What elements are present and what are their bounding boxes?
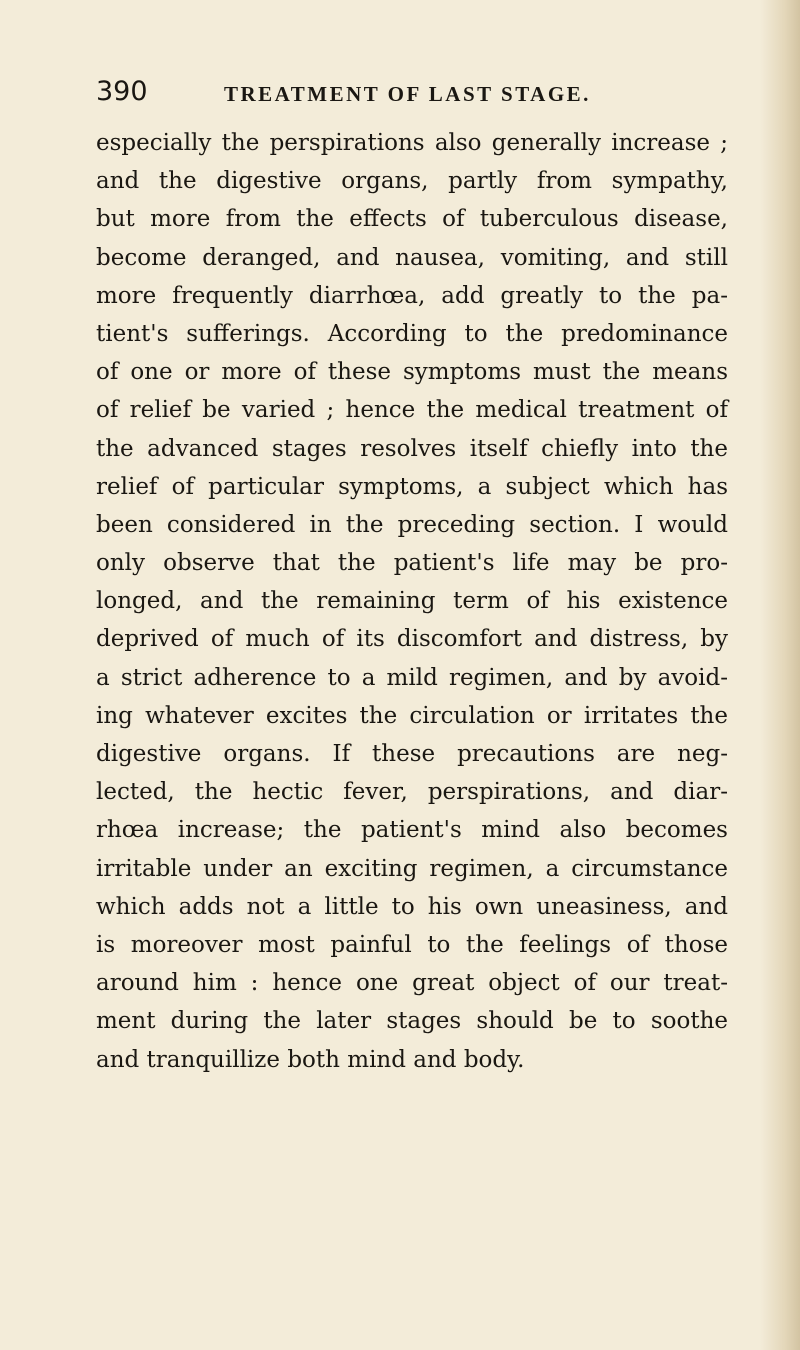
text-line: lected, the hectic fever, perspirations, and diar- xyxy=(96,779,728,806)
text-line: of relief be varied ; hence the medical treatment of xyxy=(96,397,728,424)
text-line: become deranged, and nausea, vomiting, and still xyxy=(96,244,728,271)
text-line: and tranquillize both mind and body. xyxy=(96,1046,525,1073)
text-line: which adds not a little to his own uneasiness, and xyxy=(96,893,728,920)
text-line: ing whatever excites the circulation or irritates the xyxy=(96,702,728,729)
text-line: the advanced stages resolves itself chiefly into the xyxy=(96,435,728,462)
text-line: relief of particular symptoms, a subject which has xyxy=(96,473,728,500)
text-line: of one or more of these symptoms must the means xyxy=(96,359,728,386)
text-line: tient's sufferings. According to the predominance xyxy=(96,320,728,347)
text-line: rhœa increase; the patient's mind also becomes xyxy=(96,817,728,844)
text-line: is moreover most painful to the feelings of those xyxy=(96,931,728,958)
page-header xyxy=(96,76,736,116)
text-line: around him : hence one great object of our treat- xyxy=(96,970,728,997)
text-line: and the digestive organs, partly from sympathy, xyxy=(96,168,728,195)
text-line: deprived of much of its discomfort and distress, by xyxy=(96,626,728,653)
text-line: digestive organs. If these precautions are neg- xyxy=(96,741,728,767)
text-line: more frequently diarrhœa, add greatly to the pa- xyxy=(96,282,728,309)
running-head: TREATMENT OF LAST STAGE. xyxy=(224,82,591,106)
text-line: a strict adherence to a mild regimen, and by avoid- xyxy=(96,664,728,691)
text-line: been considered in the preceding section. I would xyxy=(96,511,728,538)
text-line: ment during the later stages should be to soothe xyxy=(96,1008,728,1035)
text-line: only observe that the patient's life may be pro- xyxy=(96,550,728,577)
page-number: 390 xyxy=(96,76,148,107)
text-line: irritable under an exciting regimen, a circumstance xyxy=(96,855,728,882)
text-line: especially the perspirations also generally increase ; xyxy=(96,130,728,156)
text-line: longed, and the remaining term of his existence xyxy=(96,588,728,615)
text-line: but more from the effects of tuberculous disease, xyxy=(96,206,728,233)
body-text xyxy=(96,124,728,1079)
